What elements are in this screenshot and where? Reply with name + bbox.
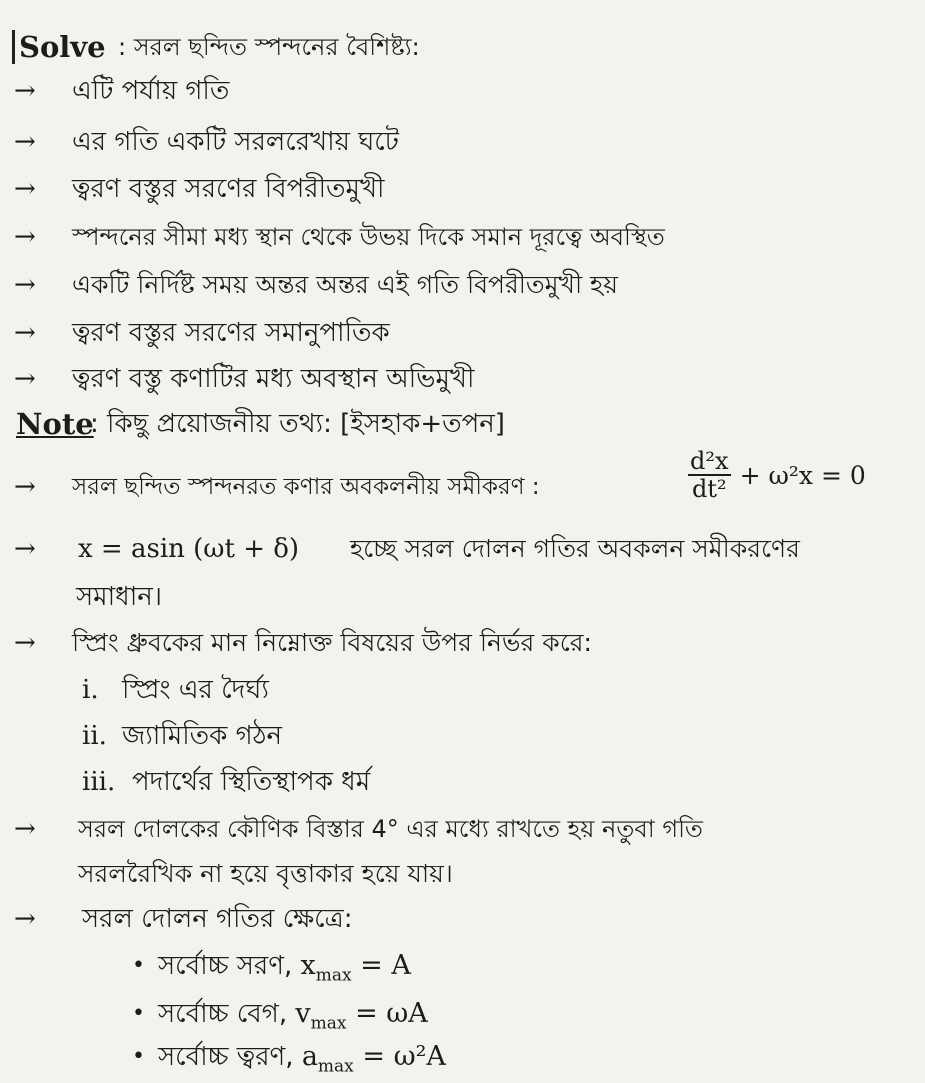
note-text: : কিছু প্রয়োজনীয় তথ্য: [ইসহাক+তপন] (90, 409, 505, 439)
solution-formula: x = asin (ωt + δ) (78, 534, 300, 564)
arrow-icon: → (14, 904, 36, 934)
arrow-icon: → (14, 318, 36, 348)
arrow-icon: → (14, 270, 36, 300)
arrow-icon: → (14, 127, 36, 157)
arrow-icon: → (14, 76, 36, 106)
bullet-icon: • (132, 1001, 145, 1026)
arrow-icon: → (14, 628, 36, 658)
bullet-icon: • (132, 953, 145, 978)
arrow-icon: → (14, 174, 36, 204)
document-page: Solve : সরল ছন্দিত স্পন্দনের বৈশিষ্ট্য: → এটি পর্যায় গতি → এর গতি একটি সরলরেখায় ঘটে → ত্বরণ বস্তুর সরণের বিপরীতমুখী → স্পন্দনের সীমা মধ্য স্থান থেকে উভয় দিকে সমান দূরত্বে অবস্থিত → একটি নির্দিষ্ট সময় অন্তর অন্তর এই গতি বিপরীতমুখী হয় → ত্বরণ বস্তুর সরণের সমানুপাতিক → ত্বরণ বস্তু কণাটির মধ্য অবস্থান অভিমুখী Note : কিছু প্রয়োজনীয় তথ্য: [ইসহাক+তপন] → সরল ছন্দিত স্পন্দনরত কণার অবকলনীয় সমীকরণ : $\frac{\text{d²x}}{\text{dt²}}$ + ω²x = 0 → x = asin (ωt + δ) হচ্ছে সরল দোলন গতির অবকলন সমীকরণের সমাধান। → স্প্রিং ধ্রুবকের মান নিম্নোক্ত বিষয়ের উপর নির্ভর করে: i. স্প্রিং এর দৈর্ঘ্য ii. জ্যামিতিক গঠন iii. পদার্থের স্থিতিস্থাপক ধর্ম → সরল দোলকের কৌণিক বিস্তার 4° এর মধ্যে রাখতে হয় নতুবা গতি সরলরৈখিক না হয়ে বৃত্তাকার হয়ে যায়। → সরল দোলন গতির ক্ষেত্রে: • সর্বোচ্চ সরণ, $x_{max} = A$ • সর্বোচ্চ বেগ, $v_{max} = \omega A$ • সর্বোচ্চ ত্বরণ, $a_{max} = \omega^2A$ (14, 30, 866, 1077)
arrow-icon: → (14, 222, 36, 252)
arrow-icon: → (14, 472, 36, 502)
arrow-icon: → (14, 364, 36, 394)
arrow-icon: → (14, 534, 36, 564)
arrow-icon: → (14, 814, 36, 844)
equation-formula: $\frac{\text{d²x}}{\text{dt²}}$ + ω²x = 0 (690, 447, 866, 503)
solve-title: : সরল ছন্দিত স্পন্দনের বৈশিষ্ট্য: (118, 33, 420, 61)
solve-label: Solve (12, 30, 106, 64)
bullet-icon: • (132, 1044, 145, 1069)
solution-text: হচ্ছে সরল দোলন গতির অবকলন সমীকরণের (350, 534, 800, 563)
fraction: $\frac{\text{d²x}}{\text{dt²}}$ (690, 447, 729, 503)
note-label: Note (16, 407, 94, 441)
